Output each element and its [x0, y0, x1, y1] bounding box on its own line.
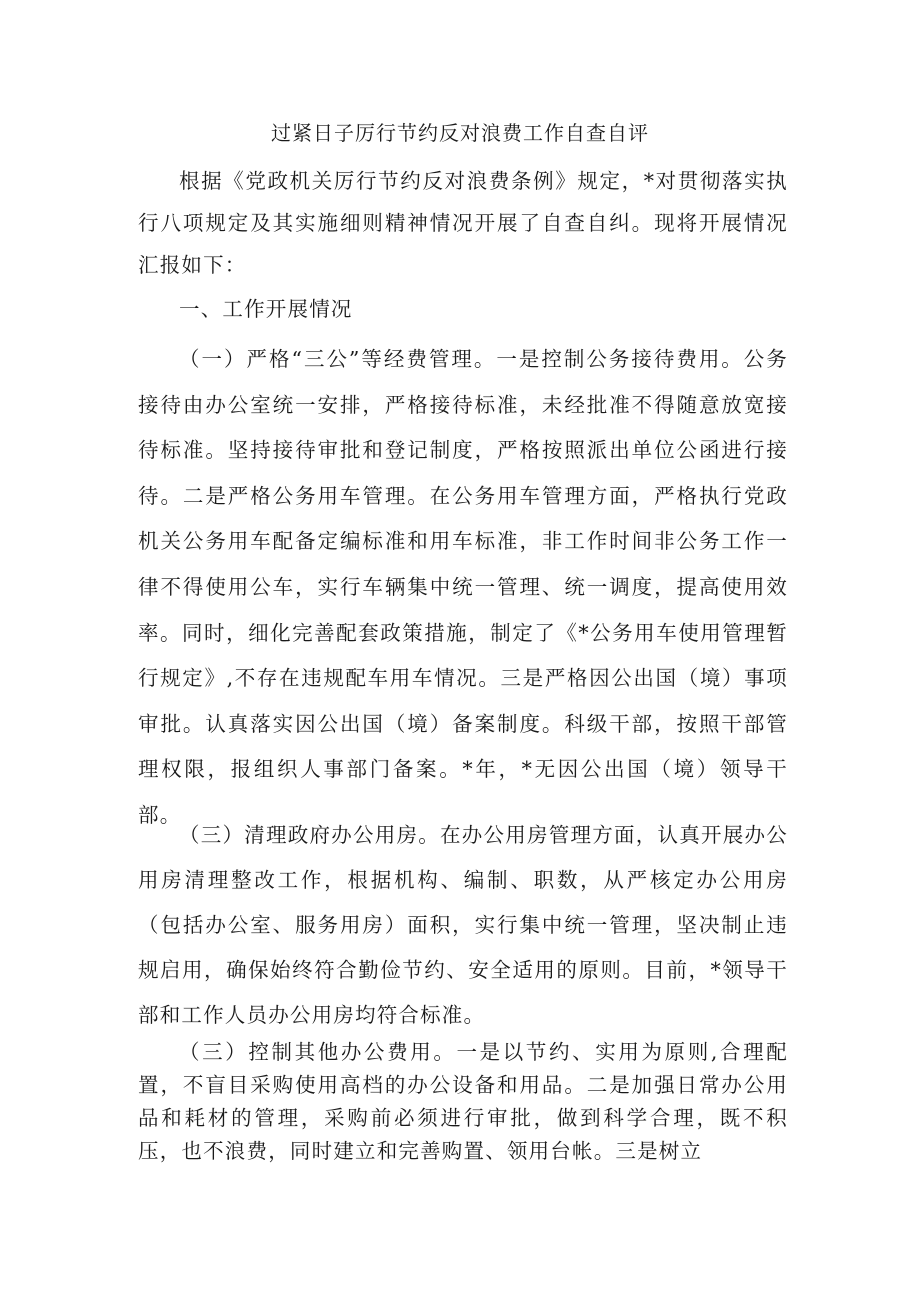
intro-paragraph: 根据《党政机关厉行节约反对浪费条例》规定，*对贯彻落实执行八项规定及其实施细则精神情况开展了自查自纠。现将开展情况汇报如下： — [138, 169, 788, 277]
document-title: 过紧日子厉行节约反对浪费工作自查自评 — [271, 121, 649, 145]
section-paragraph-office-space: （三）清理政府办公用房。在办公用房管理方面，认真开展办公用房清理整改工作，根据机构、编制、职数，从严核定办公用房（包括办公室、服务用房）面积，实行集中统一管理，坚决制止违规启用，确保始终符合勤俭节约、安全适用的原则。目前，*领导干部和工作人员办公用房均符合标准。 — [138, 823, 788, 1027]
section-paragraph-expense-management: （一）严格“三公”等经费管理。一是控制公务接待费用。公务接待由办公室统一安排，严格接待标准，未经批准不得随意放宽接待标准。坚持接待审批和登记制度，严格按照派出单位公函进行接待。二是严格公务用车管理。在公务用车管理方面，严格执行党政机关公务用车配备定编标准和用车标准，非工作时间非公务工作一律不得使用公车，实行车辆集中统一管理、统一调度，提高使用效率。同时，细化完善配套政策措施，制定了《*公务用车使用管理暂行规定》,不存在违规配车用车情况。三是严格因公出国（境）事项审批。认真落实因公出国（境）备案制度。科级干部，按照干部管理权限，报组织人事部门备案。*年，*无因公出国（境）领导干部。 — [138, 347, 788, 827]
section-heading: 一、工作开展情况 — [179, 297, 353, 321]
section-paragraph-other-expenses: （三）控制其他办公费用。一是以节约、实用为原则,合理配置，不盲目采购使用高档的办公设备和用品。二是加强日常办公用品和耗材的管理，采购前必须进行审批，做到科学合理，既不积压，也不浪费，同时建立和完善购置、领用台帐。三是树立 — [138, 1040, 788, 1163]
